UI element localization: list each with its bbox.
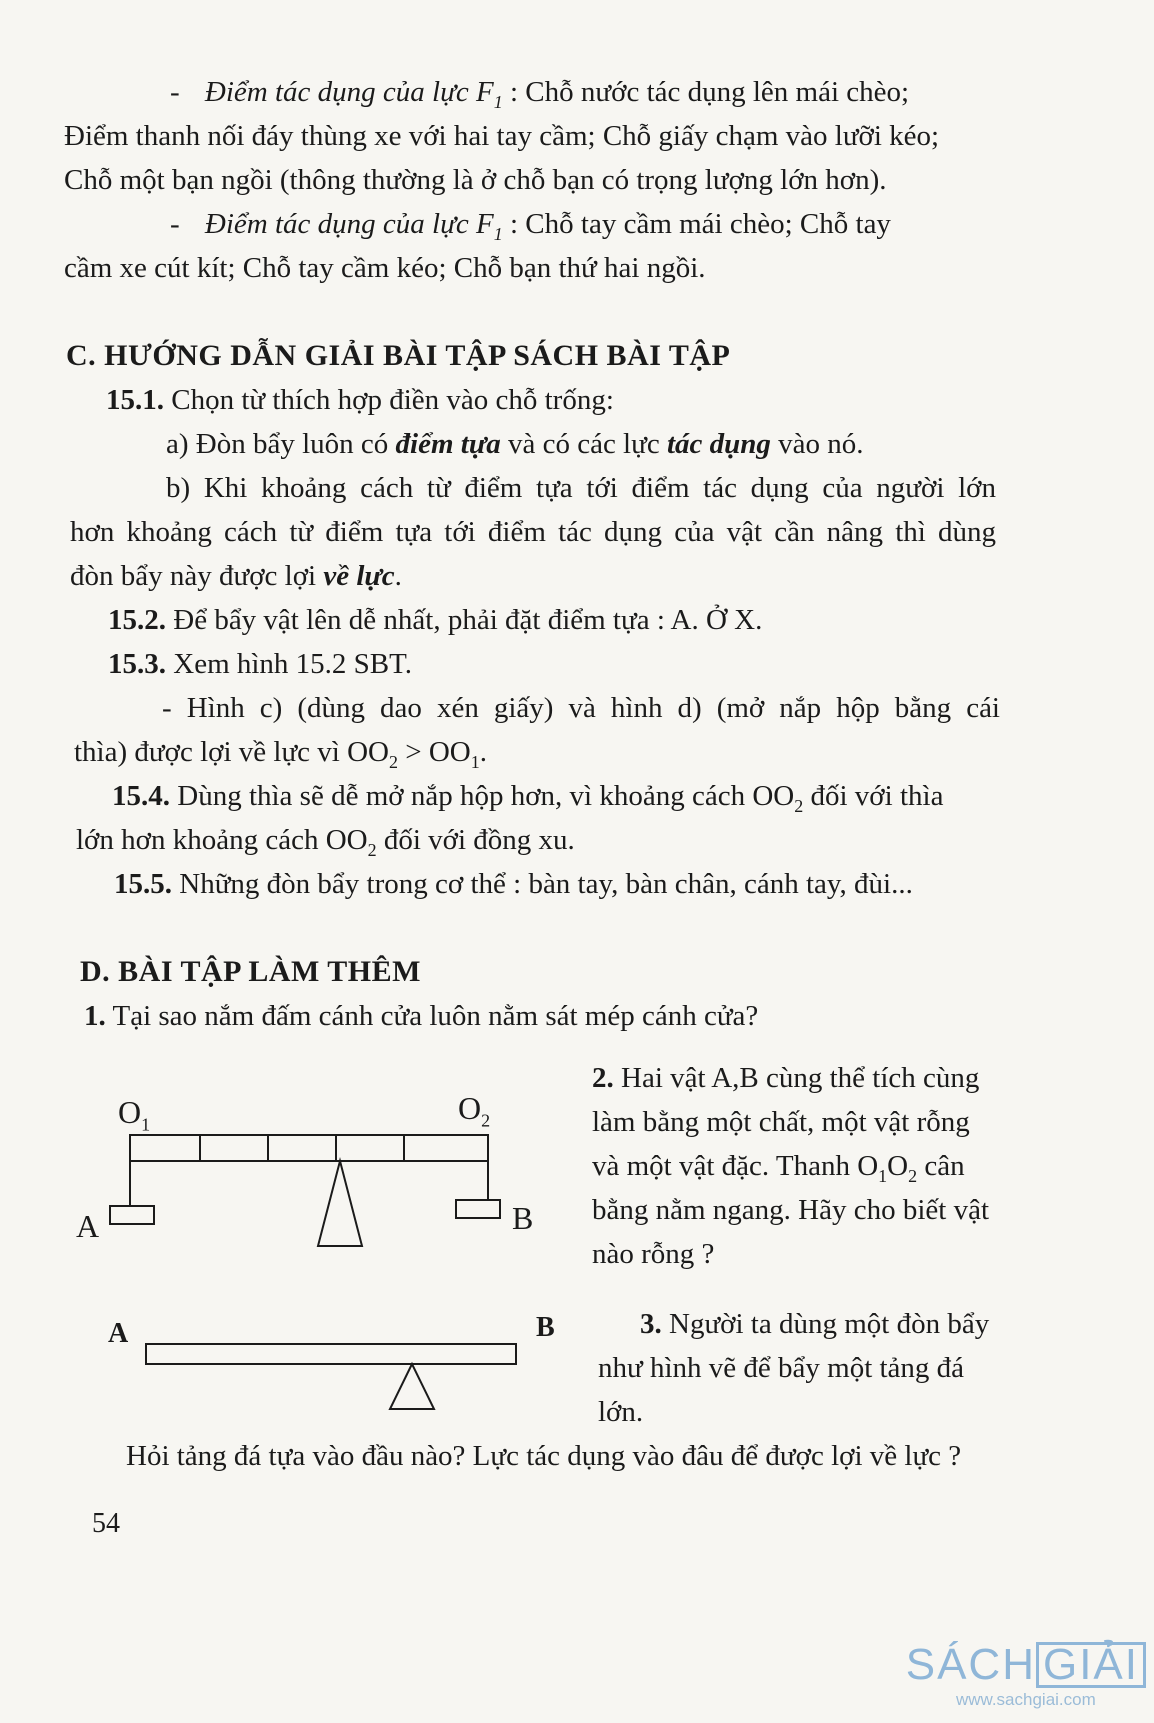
exercise-15-1: 15.1. Chọn từ thích hợp điền vào chỗ trống: [106, 384, 614, 416]
exercise-15-4: 15.4. Dùng thìa sẽ dễ mở nắp hộp hơn, vì khoảng cách $OO_2$ đối với thìa [112, 780, 944, 816]
paragraph-line: nào rỗng ? [592, 1238, 715, 1270]
exercise-15-3: 15.3. Xem hình 15.2 SBT. [108, 648, 412, 680]
figure1-label-o1: $O_1$ [118, 1094, 151, 1135]
paragraph-line: Điểm thanh nối đáy thùng xe với hai tay cầm; Chỗ giấy chạm vào lưỡi kéo; [64, 120, 940, 152]
figure2-label-b: B [536, 1312, 555, 1343]
paragraph-line: hơn khoảng cách từ điểm tựa tới điểm tác dụng của vật cần nâng thì dùng [70, 516, 996, 548]
figure1-label-b: B [512, 1200, 534, 1236]
beam-bar [130, 1135, 488, 1161]
balance-beam-figure [100, 1128, 520, 1258]
figure1-label-o2: $O_2$ [458, 1090, 491, 1131]
paragraph-effort-point-2: - Điểm tác dụng của lực $F_1$ : Chỗ tay cầm mái chèo; Chỗ tay [170, 208, 891, 244]
paragraph-line: Chỗ một bạn ngồi (thông thường là ở chỗ bạn có trọng lượng lớn hơn). [64, 164, 887, 196]
exercise-15-5: 15.5. Những đòn bẩy trong cơ thể : bàn tay, bàn chân, cánh tay, đùi... [114, 868, 913, 900]
paragraph-line: và một vật đặc. Thanh $O_1O_2$ cân [592, 1150, 965, 1186]
paragraph-line: cầm xe cút kít; Chỗ tay cầm kéo; Chỗ bạn thứ hai ngồi. [64, 252, 706, 284]
paragraph-line: như hình vẽ để bẩy một tảng đá [598, 1352, 965, 1384]
paragraph-line: đòn bẩy này được lợi về lực. [70, 560, 402, 592]
lever-fulcrum [390, 1364, 434, 1409]
lever-bar [146, 1344, 516, 1364]
paragraph-line: lớn hơn khoảng cách $OO_2$ đối với đồng xu. [76, 824, 575, 860]
exercise-15-2: 15.2. Để bẩy vật lên dễ nhất, phải đặt điểm tựa : A. Ở X. [108, 604, 763, 636]
exercise-15-1-b: b) Khi khoảng cách từ điểm tựa tới điểm tác dụng của người lớn [166, 472, 996, 504]
lever-figure [140, 1336, 530, 1416]
paragraph-line: bằng nằm ngang. Hãy cho biết vật [592, 1194, 990, 1226]
extra-exercise-1: 1. Tại sao nắm đấm cánh cửa luôn nằm sát mép cánh cửa? [84, 1000, 759, 1032]
figure2-label-a: A [108, 1318, 129, 1349]
paragraph-effort-point-1: - Điểm tác dụng của lực $F_1$ : Chỗ nước tác dụng lên mái chèo; [170, 76, 910, 112]
paragraph-line: Hỏi tảng đá tựa vào đầu nào? Lực tác dụng vào đâu để được lợi về lực ? [126, 1440, 962, 1472]
figure1-label-a: A [76, 1208, 100, 1244]
paragraph-line: lớn. [598, 1396, 644, 1428]
paragraph-line: thìa) được lợi về lực vì $OO_2 > OO_1$. [74, 736, 487, 772]
extra-exercise-3: 3. Người ta dùng một đòn bẩy [640, 1308, 990, 1340]
object-b [456, 1200, 500, 1218]
paragraph-line: làm bằng một chất, một vật rỗng [592, 1106, 970, 1138]
watermark-logo: SÁCH GIẢI www.sachgiai.com [906, 1641, 1146, 1711]
section-c-title: C. HƯỚNG DẪN GIẢI BÀI TẬP SÁCH BÀI TẬP [66, 339, 731, 372]
object-a [110, 1206, 154, 1224]
section-d-title: D. BÀI TẬP LÀM THÊM [80, 955, 421, 988]
exercise-15-1-a: a) Đòn bẩy luôn có điểm tựa và có các lực tác dụng vào nó. [166, 428, 864, 460]
paragraph-line: - Hình c) (dùng dao xén giấy) và hình d) (mở nắp hộp bằng cái [162, 692, 1000, 724]
fulcrum-triangle [318, 1161, 362, 1246]
page-number: 54 [92, 1508, 120, 1539]
extra-exercise-2: 2. Hai vật A,B cùng thể tích cùng [592, 1062, 980, 1094]
